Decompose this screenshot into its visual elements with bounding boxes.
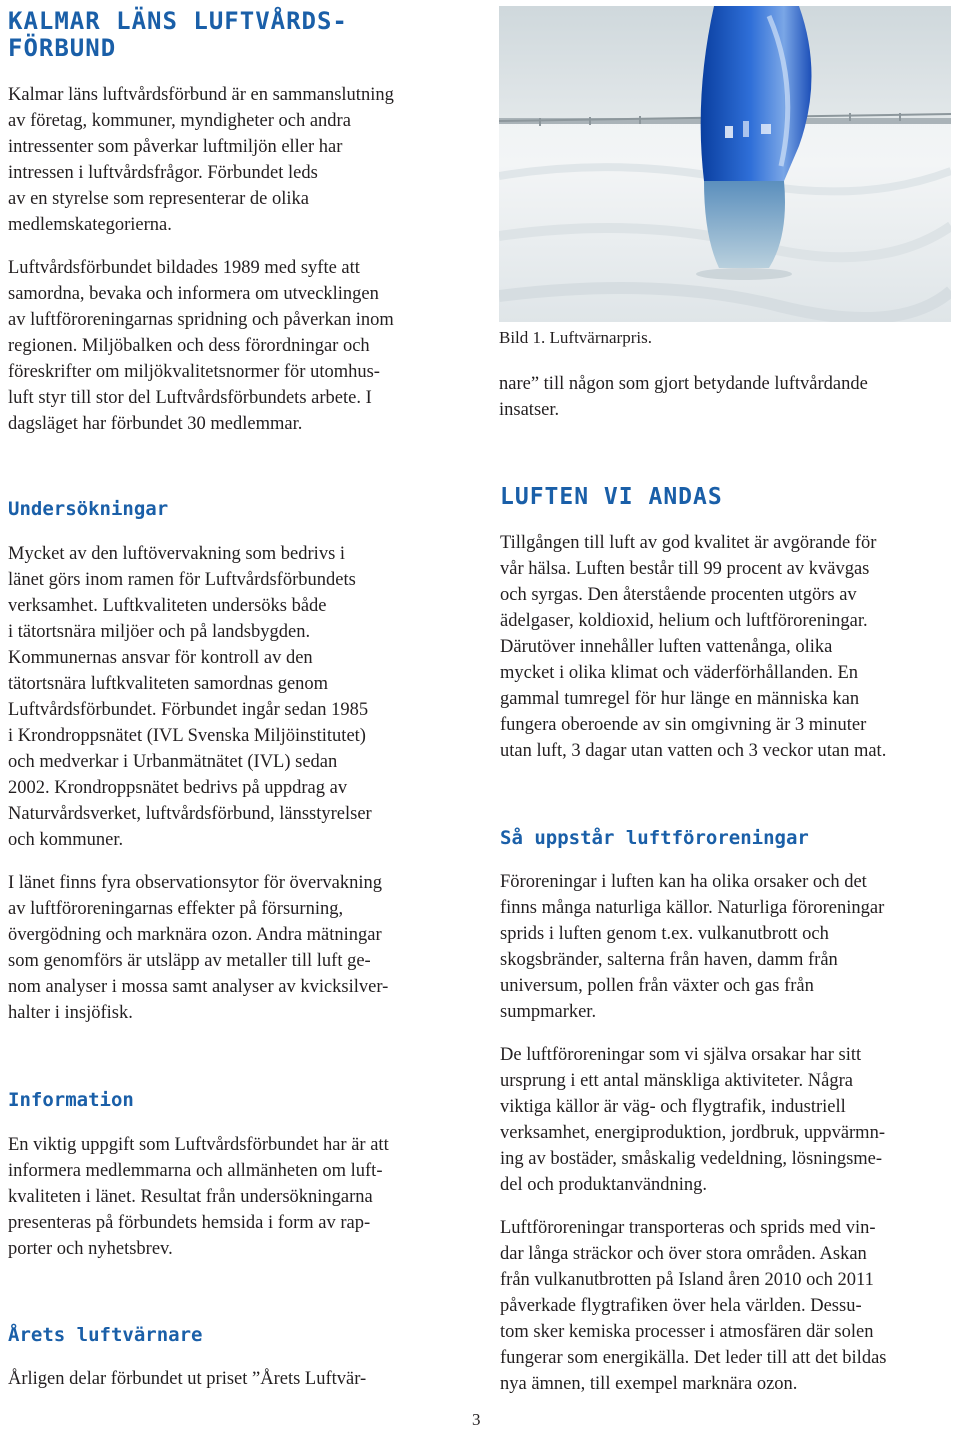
luften-paragraph <box>500 530 955 764</box>
text-line: De luftföroreningar som vi själva orsakar har sitt <box>500 1045 862 1065</box>
text-line: ädelgaser, koldioxid, helium och luftföroreningar. <box>500 611 868 631</box>
text-line: skogsbränder, salterna från haven, damm från <box>500 950 838 970</box>
text-line: dagsläget har förbundet 30 medlemmar. <box>8 414 303 434</box>
text-line: del och produktanvändning. <box>500 1175 708 1195</box>
text-line: som genomförs är utsläpp av metaller till luft ge- <box>8 951 371 971</box>
text-line: mycket i olika klimat och väderförhållanden. En <box>500 663 859 683</box>
text-line: och kommuner. <box>8 830 124 850</box>
text-line: medlemskategorierna. <box>8 215 172 235</box>
text-line: av företag, kommuner, myndigheter och andra <box>8 111 351 131</box>
text-line: länet görs inom ramen för Luftvårdsförbundets <box>8 570 356 590</box>
uppstar-paragraph-3 <box>500 1215 955 1397</box>
undersokningar-heading: Undersökningar <box>8 498 169 520</box>
text-line: Kommunernas ansvar för kontroll av den <box>8 648 313 668</box>
text-line: nya ämnen, till exempel marknära ozon. <box>500 1374 798 1394</box>
text-line: finns många naturliga källor. Naturliga föroreningar <box>500 898 885 918</box>
text-line: verksamhet. Luftkvaliteten undersöks både <box>8 596 327 616</box>
text-line: tätortsnära luftkvaliteten samordnas genom <box>8 674 329 694</box>
uppstar-paragraph-2 <box>500 1042 955 1198</box>
text-line: En viktig uppgift som Luftvårdsförbundet har är att <box>8 1135 389 1155</box>
text-line: porter och nyhetsbrev. <box>8 1239 173 1259</box>
text-line: Luftföroreningar transporteras och sprids med vin- <box>500 1218 876 1238</box>
text-line: övergödning och marknära ozon. Andra mätningar <box>8 925 382 945</box>
text-line: intressen i luftvårdsfrågor. Förbundet leds <box>8 163 318 183</box>
text-line: av luftföroreningarnas effekter på försurning, <box>8 899 344 919</box>
text-line: insatser. <box>499 400 560 420</box>
text-line: Därutöver innehåller luften vattenånga, olika <box>500 637 833 657</box>
text-line: fungera oberoende av sin omgivning är 3 minuter <box>500 715 867 735</box>
text-line: och medverkar i Urbanmätnätet (IVL) sedan <box>8 752 338 772</box>
luften-heading: LUFTEN VI ANDAS <box>500 484 723 510</box>
text-line: nom analyser i mossa samt analyser av kvicksilver- <box>8 977 389 997</box>
text-line: utan luft, 3 dagar utan vatten och 3 veckor utan mat. <box>500 741 887 761</box>
kalmar-paragraph-2 <box>8 255 483 437</box>
text-line: fungerar som energikälla. Det leder till att det bildas <box>500 1348 887 1368</box>
text-line: presenteras på förbundets hemsida i form av rap- <box>8 1213 371 1233</box>
information-heading: Information <box>8 1089 134 1111</box>
text-line: av en styrelse som representerar de olika <box>8 189 310 209</box>
arets-continuation <box>499 371 954 423</box>
text-line: sumpmarker. <box>500 1002 597 1022</box>
text-line: vår hälsa. Luften består till 99 procent av kvävgas <box>500 559 870 579</box>
text-line: regionen. Miljöbalken och dess förordningar och <box>8 336 370 356</box>
text-line: gammal tumregel för hur länge en människa kan <box>500 689 860 709</box>
photo-caption: Bild 1. Luftvärnarpris. <box>499 328 652 347</box>
text-line: ing av bostäder, småskalig vedeldning, lösningsme- <box>500 1149 883 1169</box>
award-photo-image <box>499 6 951 322</box>
arets-heading: Årets luftvärnare <box>8 1324 203 1346</box>
arets-paragraph <box>8 1366 483 1392</box>
text-line: Luftvårdsförbundet. Förbundet ingår sedan 1985 <box>8 700 369 720</box>
undersokningar-section <box>8 498 478 520</box>
text-line: i tätortsnära miljöer och på landsbygden. <box>8 622 311 642</box>
text-line: I länet finns fyra observationsytor för övervakning <box>8 873 383 893</box>
uppstar-paragraph-1 <box>500 869 955 1025</box>
text-line: 2002. Krondroppsnätet bedrivs på uppdrag av <box>8 778 348 798</box>
kalmar-heading-line2: FÖRBUND <box>8 34 117 62</box>
text-line: Föroreningar i luften kan ha olika orsaker och det <box>500 872 867 892</box>
text-line: verksamhet, energiproduktion, jordbruk, uppvärmn- <box>500 1123 885 1143</box>
text-line: Tillgången till luft av god kvalitet är avgörande för <box>500 533 877 553</box>
information-paragraph <box>8 1132 483 1262</box>
text-line: Kalmar läns luftvårdsförbund är en sammanslutning <box>8 85 394 105</box>
undersokningar-paragraph-2 <box>8 870 483 1026</box>
text-line: tom sker kemiska processer i atmosfären där solen <box>500 1322 874 1342</box>
text-line: universum, pollen från växter och gas från <box>500 976 814 996</box>
undersokningar-paragraph-1 <box>8 541 483 853</box>
page-number: 3 <box>472 1410 481 1429</box>
text-line: viktiga källor är väg- och flygtrafik, industriell <box>500 1097 846 1117</box>
kalmar-section <box>8 8 478 62</box>
text-line: av luftföroreningarnas spridning och påverkan inom <box>8 310 394 330</box>
text-line: sprids i luften genom t.ex. vulkanutbrott och <box>500 924 829 944</box>
text-line: ursprung i ett antal mänskliga aktiviteter. Några <box>500 1071 853 1091</box>
text-line: Luftvårdsförbundet bildades 1989 med syfte att <box>8 258 360 278</box>
text-line: Mycket av den luftövervakning som bedrivs i <box>8 544 346 564</box>
text-line: kvaliteten i länet. Resultat från undersökningarna <box>8 1187 373 1207</box>
information-section <box>8 1089 478 1111</box>
kalmar-heading <box>8 8 478 62</box>
award-photo <box>499 6 951 322</box>
text-line: halter i insjöfisk. <box>8 1003 133 1023</box>
text-line: dar långa sträckor och över stora områden. Askan <box>500 1244 867 1264</box>
text-line: intressenter som påverkar luftmiljön eller har <box>8 137 343 157</box>
text-line: nare” till någon som gjort betydande luftvårdande <box>499 374 868 394</box>
text-line: informera medlemmarna och allmänheten om luft- <box>8 1161 383 1181</box>
text-line: från vulkanutbrotten på Island åren 2010 och 2011 <box>500 1270 874 1290</box>
text-line: i Krondroppsnätet (IVL Svenska Miljöinstitutet) <box>8 726 366 746</box>
kalmar-heading-line1: KALMAR LÄNS LUFTVÅRDS- <box>8 7 348 35</box>
text-line: Årligen delar förbundet ut priset ”Årets Luftvär- <box>8 1369 367 1389</box>
uppstar-heading: Så uppstår luftföroreningar <box>500 827 809 849</box>
uppstar-section <box>500 827 955 849</box>
arets-section <box>8 1324 478 1346</box>
text-line: luft styr till stor del Luftvårdsförbundets arbete. I <box>8 388 372 408</box>
text-line: påverkade flygtrafiken över hela världen. Dessu- <box>500 1296 862 1316</box>
kalmar-paragraph-1 <box>8 82 483 238</box>
luften-section <box>500 484 955 511</box>
text-line: och syrgas. Den återstående procenten utgörs av <box>500 585 857 605</box>
text-line: föreskrifter om miljökvalitetsnormer för utomhus- <box>8 362 380 382</box>
text-line: Naturvårdsverket, luftvårdsförbund, länsstyrelser <box>8 804 372 824</box>
text-line: samordna, bevaka och informera om utvecklingen <box>8 284 379 304</box>
